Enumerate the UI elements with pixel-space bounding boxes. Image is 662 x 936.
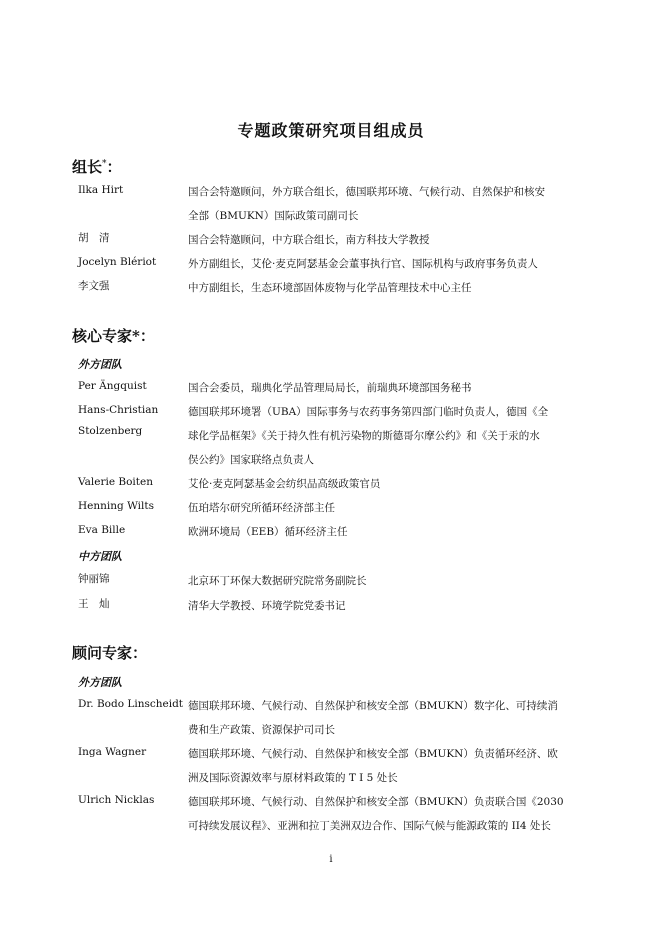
member-name: Valerie Boiten bbox=[78, 476, 153, 488]
member-name: Henning Wilts bbox=[78, 500, 155, 512]
description-line: 德国联邦环境、气候行动、自然保护和核安全部（BMUKN）负责循环经济、欧 bbox=[188, 748, 558, 760]
leaders-heading-mark: * bbox=[102, 159, 107, 169]
description-line: 外方副组长，艾伦·麦克阿瑟基金会董事执行官、国际机构与政府事务负责人 bbox=[188, 258, 538, 270]
description-line: 洲及国际资源效率与原材料政策的 T I 5 处长 bbox=[188, 772, 398, 784]
member-description bbox=[188, 252, 598, 276]
description-line: 德国联邦环境署（UBA）国际事务与农药事务第四部门临时负责人，德国《全 bbox=[188, 406, 549, 418]
member-description bbox=[188, 496, 598, 520]
member-description bbox=[188, 790, 598, 838]
description-line: 欧洲环境局（EEB）循环经济主任 bbox=[188, 526, 348, 538]
member-name: 王 灿 bbox=[78, 598, 110, 610]
description-line: 国合会特邀顾问，中方联合组长，南方科技大学教授 bbox=[188, 234, 430, 246]
chinese-team-label: 中方团队 bbox=[78, 550, 122, 563]
member-name: Ulrich Nicklas bbox=[78, 794, 155, 806]
description-line: 清华大学教授、环境学院党委书记 bbox=[188, 600, 346, 612]
leaders-heading-colon: ： bbox=[106, 158, 122, 176]
member-name: 钟丽锦 bbox=[78, 573, 110, 585]
member-description bbox=[188, 694, 598, 742]
description-line: 德国联邦环境、气候行动、自然保护和核安全部（BMUKN）负责联合国《2030 bbox=[188, 796, 564, 808]
description-line: 全部（BMUKN）国际政策司副司长 bbox=[188, 210, 359, 222]
description-line: 北京环丁环保大数据研究院常务副院长 bbox=[188, 575, 367, 587]
advisors-heading: 顾问专家： bbox=[72, 644, 148, 662]
description-line: 中方副组长，生态环境部固体废物与化学品管理技术中心主任 bbox=[188, 282, 472, 294]
description-line: 国合会委员，瑞典化学品管理局局长，前瑞典环境部国务秘书 bbox=[188, 382, 472, 394]
description-line: 伍珀塔尔研究所循环经济部主任 bbox=[188, 502, 335, 514]
member-description bbox=[188, 180, 598, 228]
member-name: Per Ängquist bbox=[78, 380, 147, 392]
leaders-heading bbox=[72, 156, 122, 177]
description-line: 俣公约》国家联络点负责人 bbox=[188, 454, 314, 466]
member-description bbox=[188, 276, 598, 300]
description-line: 可持续发展议程》、亚洲和拉丁美洲双边合作、国际气候与能源政策的 II4 处长 bbox=[188, 820, 551, 832]
member-name: 李文强 bbox=[78, 280, 110, 292]
member-name bbox=[78, 400, 186, 442]
member-description bbox=[188, 594, 598, 618]
member-description bbox=[188, 400, 598, 472]
member-description bbox=[188, 742, 598, 790]
description-line: 艾伦·麦克阿瑟基金会纺织品高级政策官员 bbox=[188, 478, 381, 490]
member-name: Jocelyn Blériot bbox=[78, 256, 157, 268]
description-line: 国合会特邀顾问，外方联合组长，德国联邦环境、气候行动、自然保护和核安 bbox=[188, 186, 545, 198]
member-name: Ilka Hirt bbox=[78, 184, 124, 196]
core-experts-heading: 核心专家*： bbox=[72, 327, 155, 345]
member-name: Inga Wagner bbox=[78, 746, 147, 758]
member-description bbox=[188, 228, 598, 252]
member-name-line: Stolzenberg bbox=[78, 425, 143, 437]
description-line: 德国联邦环境、气候行动、自然保护和核安全部（BMUKN）数字化、可持续消 bbox=[188, 700, 558, 712]
description-line: 费和生产政策、资源保护司司长 bbox=[188, 724, 335, 736]
foreign-team-label: 外方团队 bbox=[78, 358, 122, 371]
member-description bbox=[188, 472, 598, 496]
member-name: Dr. Bodo Linscheidt bbox=[78, 698, 184, 710]
member-description bbox=[188, 520, 598, 544]
member-name: 胡 清 bbox=[78, 232, 110, 244]
member-description bbox=[188, 376, 598, 400]
leaders-heading-text: 组长 bbox=[72, 158, 103, 176]
advisors-foreign-team-label: 外方团队 bbox=[78, 676, 122, 689]
page-number: i bbox=[329, 854, 333, 865]
description-line: 球化学品框架》《关于持久性有机污染物的斯德哥尔摩公约》和《关于汞的水 bbox=[188, 430, 540, 442]
member-name: Eva Bille bbox=[78, 524, 126, 536]
page-title: 专题政策研究项目组成员 bbox=[237, 121, 425, 140]
member-description bbox=[188, 569, 598, 593]
member-name-line: Hans-Christian bbox=[78, 404, 159, 416]
